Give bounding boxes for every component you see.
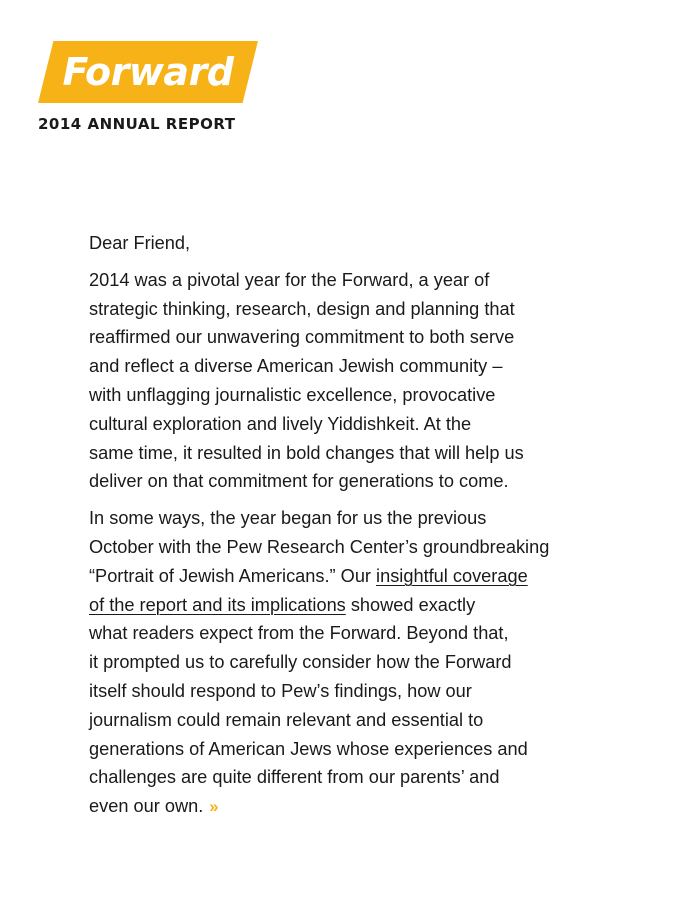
paragraph-line: journalism could remain relevant and essential to	[89, 709, 484, 730]
paragraph-line: deliver on that commitment for generations to come.	[89, 471, 509, 492]
paragraph-line: same time, it resulted in bold changes that will help us	[89, 442, 524, 463]
paragraph-line: cultural exploration and lively Yiddishkeit. At the	[89, 413, 472, 434]
paragraph-line: itself should respond to Pew’s findings, how our	[89, 680, 472, 701]
paragraph-line: it prompted us to carefully consider how the Forward	[89, 652, 512, 673]
paragraph-1	[89, 266, 604, 496]
paragraph-line: October with the Pew Research Center’s groundbreaking	[89, 536, 550, 557]
report-title: 2014 ANNUAL REPORT	[38, 115, 236, 133]
paragraph-line: 2014 was a pivotal year for the Forward, a year of	[89, 269, 490, 290]
paragraph-line: with unflagging journalistic excellence, provocative	[89, 384, 496, 405]
logo-wordmark: Forward	[62, 50, 234, 94]
paragraph-line	[89, 591, 604, 620]
double-chevron-right-icon[interactable]: ››	[209, 797, 217, 817]
forward-logo[interactable]	[38, 41, 258, 103]
text-before-link: “Portrait of Jewish Americans.” Our	[89, 565, 377, 586]
last-line-text: even our own.	[89, 796, 204, 817]
greeting: Dear Friend,	[89, 233, 191, 253]
paragraph-2	[89, 504, 604, 822]
paragraph-line	[89, 792, 604, 822]
paragraph-line: reaffirmed our unwavering commitment to both serve	[89, 327, 515, 348]
paragraph-line	[89, 562, 604, 591]
text-after-link: showed exactly	[345, 594, 476, 615]
paragraph-line: and reflect a diverse American Jewish community –	[89, 356, 503, 377]
coverage-link-continued[interactable]: of the report and its implications	[89, 594, 346, 615]
paragraph-line: challenges are quite different from our parents’ and	[89, 767, 500, 788]
letter-body	[89, 229, 604, 830]
coverage-link[interactable]: insightful coverage	[376, 565, 528, 586]
paragraph-line: In some ways, the year began for us the previous	[89, 508, 487, 529]
paragraph-line: what readers expect from the Forward. Beyond that,	[89, 623, 509, 644]
paragraph-line: strategic thinking, research, design and planning that	[89, 298, 515, 319]
paragraph-line: generations of American Jews whose experiences and	[89, 738, 528, 759]
